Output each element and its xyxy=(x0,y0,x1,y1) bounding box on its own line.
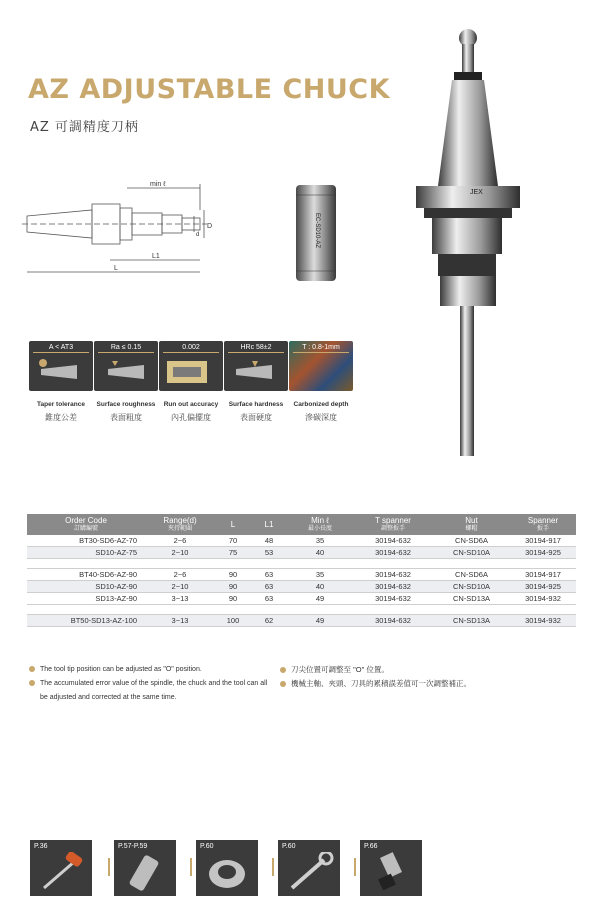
col-t-spanner: T spanner 調整扳手 xyxy=(353,514,433,535)
col-range: Range(d) 夾持範圍 xyxy=(145,514,215,535)
col-nut: Nut 螺帽 xyxy=(433,514,510,535)
table-spacer xyxy=(27,559,576,569)
table-row: BT40-SD6-AZ-90 2~6 90 63 35 30194-632 CN-SD6A 30194-917 xyxy=(27,569,576,581)
col-min-l: Min ℓ 最小長度 xyxy=(287,514,353,535)
feature-surface-hardness: HRc 58±2 Surface hardness 表面硬度 xyxy=(224,341,288,423)
holder-marking: JEX xyxy=(470,189,483,196)
separator xyxy=(190,858,192,876)
holder-assembly-image xyxy=(402,26,522,456)
taper-icon xyxy=(37,359,87,385)
feature-taper-tolerance: A < AT3 Taper tolerance 錐度公差 xyxy=(29,341,93,423)
page-title: AZ ADJUSTABLE CHUCK xyxy=(28,74,391,105)
dimension-drawing xyxy=(22,180,222,280)
table-spacer xyxy=(27,605,576,615)
notes-chinese: 刀尖位置可調整至 "O" 位置。 機械主軸、夾頭、刀具的累積誤差值可一次調整補正。 xyxy=(280,663,580,691)
notes-english: The tool tip position can be adjusted as "O" position. The accumulated error value of the spindle, the chuck and the tool can all be adjusted and corrected at the same time. xyxy=(29,663,269,705)
separator xyxy=(108,858,110,876)
bullet-icon xyxy=(280,681,286,687)
separator xyxy=(354,858,356,876)
col-l1: L1 xyxy=(251,514,287,535)
ref-nut: P.60 xyxy=(196,840,258,896)
d-lower-label: d xyxy=(196,232,200,238)
ref-t-wrench: P.36 xyxy=(30,840,92,896)
l1-label: L1 xyxy=(152,253,160,260)
feature-runout-accuracy: 0.002 Run out accuracy 內孔偏擺度 xyxy=(159,341,223,423)
hardness-icon xyxy=(232,359,282,385)
page-subtitle: AZ 可調精度刀柄 xyxy=(30,120,139,135)
col-spanner: Spanner 扳手 xyxy=(510,514,576,535)
min-l-label: min ℓ xyxy=(150,181,166,188)
feature-carbonized-depth: T : 0.8-1mm Carbonized depth 滲碳深度 xyxy=(289,341,353,423)
runout-icon xyxy=(165,357,217,387)
ref-spanner: P.60 xyxy=(278,840,340,896)
col-order-code: Order Code 訂購編號 xyxy=(27,514,145,535)
feature-surface-roughness: Ra ≤ 0.15 Surface roughness 表面粗度 xyxy=(94,341,158,423)
collet-marking: EC-SD10-AZ xyxy=(314,213,320,249)
collet-icon xyxy=(120,852,170,892)
table-row: SD10-AZ-90 2~10 90 63 40 30194-632 CN-SD10A 30194-925 xyxy=(27,581,576,593)
bullet-icon xyxy=(29,666,35,672)
table-row: BT30-SD6-AZ-70 2~6 70 48 35 30194-632 CN-SD6A 30194-917 xyxy=(27,535,576,547)
pull-stud-icon xyxy=(366,852,416,892)
ref-collet: P.57-P.59 xyxy=(114,840,176,896)
ref-pull-stud: P.66 xyxy=(360,840,422,896)
separator xyxy=(272,858,274,876)
table-row: SD13-AZ-90 3~13 90 63 49 30194-632 CN-SD13A 30194-932 xyxy=(27,593,576,605)
spanner-icon xyxy=(284,852,334,892)
table-row: SD10-AZ-75 2~10 75 53 40 30194-632 CN-SD10A 30194-925 xyxy=(27,547,576,559)
table-header-row xyxy=(27,514,576,535)
d-upper-label: D xyxy=(207,223,213,230)
col-l: L xyxy=(215,514,251,535)
roughness-icon xyxy=(102,359,152,385)
spec-table xyxy=(27,514,576,627)
table-row: BT50-SD13-AZ-100 3~13 100 62 49 30194-632 CN-SD13A 30194-932 xyxy=(27,615,576,627)
nut-icon xyxy=(202,852,252,892)
l-label: L xyxy=(114,265,118,272)
collet-image xyxy=(292,183,340,283)
bullet-icon xyxy=(280,667,286,673)
t-wrench-icon xyxy=(36,852,86,892)
bullet-icon xyxy=(29,680,35,686)
